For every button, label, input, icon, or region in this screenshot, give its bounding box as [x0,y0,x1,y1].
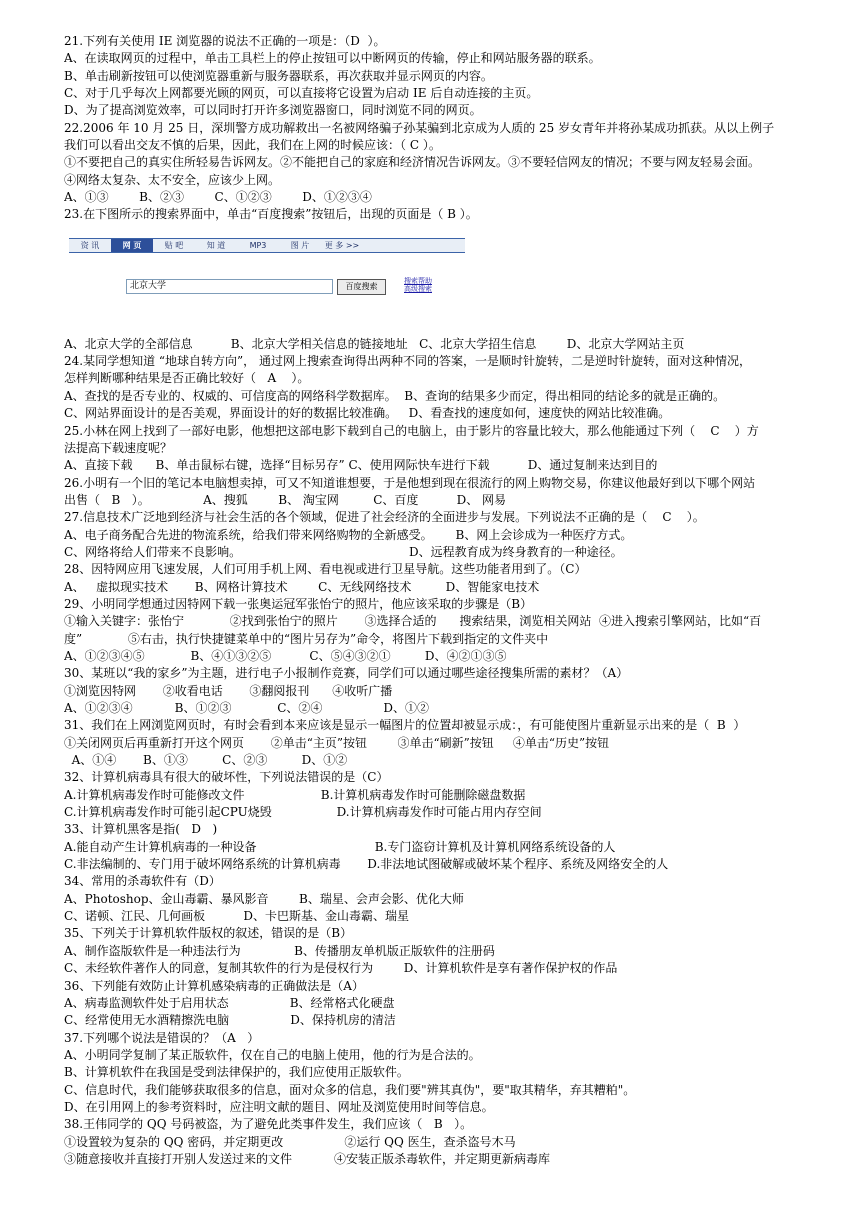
search-tab[interactable]: 资 讯 [80,240,100,250]
text-line: 22.2006 年 10 月 25 日，深圳警方成功解救出一名被网络骗子孙某骗到北京成为人质的 25 岁女青年并将孙某成功抓获。从以上例子 [64,120,775,135]
text-line: 31、我们在上网浏览网页时，有时会看到本来应该是显示一幅图片的位置却被显示成：，有可能使图片重新显示出来的是（ B ） [64,718,746,733]
search-help-link[interactable]: 搜索帮助 [404,276,432,285]
text-line: 法提高下载速度呢？ [64,440,173,455]
search-tab[interactable]: 图 片 [290,240,310,250]
text-line: 21.下列有关使用 IE 浏览器的说法不正确的一项是：（D ）。 [64,34,386,48]
text-line: A、北京大学的全部信息 B、北京大学相关信息的链接地址 C、北京大学招生信息 D、北京大学网站主页 [64,336,685,351]
search-tab[interactable]: 网 页 [111,239,153,252]
text-line: A、电子商务配合先进的物流系统，给我们带来网络购物的全新感受。 B、网上会诊成为一种医疗方式。 [64,527,633,542]
text-line: ①不要把自己的真实住所轻易告诉网友。②不能把自己的家庭和经济情况告诉网友。③不要轻信网友的情况；不要与网友轻易会面。 [64,155,761,170]
text-line: B、计算机软件在我国是受到法律保护的，我们应使用正版软件。 [64,1065,409,1080]
text-line: C、网站界面设计的是否美观，界面设计的好的数据比较准确。 D、看查找的速度如何，速度快的网站比较准确。 [64,406,671,421]
text-line: 38.王伟同学的 QQ 号码被盗，为了避免此类事件发生，我们应该（ B ）。 [64,1117,473,1132]
text-line: A、制作盗版软件是一种违法行为 B、传播朋友单机版正版软件的注册码 [64,943,495,958]
text-line: 23.在下图所示的搜索界面中，单击“百度搜索”按钮后，出现的页面是（ B ）。 [64,207,478,222]
text-line: 32、计算机病毒具有很大的破坏性，下列说法错误的是（C） [64,770,389,785]
search-tab[interactable]: 知 道 [206,240,226,250]
text-line: ①输入关键字：张怡宁 ②找到张怡宁的照片 ③选择合适的 搜索结果，浏览相关网站 ④进入搜索引擎网站，比如“百 [64,614,762,629]
search-input[interactable]: 北京大学 [126,279,333,294]
text-line: 33、计算机黑客是指( D ) [64,822,218,837]
search-help-links [404,277,432,293]
baidu-search-button[interactable]: 百度搜索 [337,279,386,295]
text-line: C、网络将给人们带来不良影响。 D、远程教育成为终身教育的一种途径。 [64,544,623,559]
question-block-23-38 [64,336,850,1169]
search-tab[interactable]: 更 多 >> [324,240,360,250]
search-tab[interactable]: 贴 吧 [164,240,184,250]
question-block-21-23 [64,33,850,224]
baidu-search-figure [64,224,850,336]
text-line: ③随意接收并直接打开别人发送过来的文件 ④安装正版杀毒软件，并定期更新病毒库 [64,1151,550,1166]
exam-document [64,33,850,1168]
text-line: C、经常使用无水酒精擦洗电脑 D、保持机房的清洁 [64,1013,396,1028]
text-line: 25.小林在网上找到了一部好电影，他想把这部电影下载到自己的电脑上，由于影片的容量比较大，那么他能通过下列（ C ）方 [64,423,759,438]
text-line: 28、因特网应用飞速发展，人们可用手机上网、看电视或进行卫星导航。这些功能者用到了。（C） [64,562,587,577]
text-line: 29、小明同学想通过因特网下载一张奥运冠军张怡宁的照片，他应该采取的步骤是（B） [64,596,533,611]
text-line: A、①②③④⑤ B、④①③②⑤ C、⑤④③②① D、④②①③⑤ [64,648,507,663]
text-line: A、直接下载 B、单击鼠标右键，选择“目标另存” C、使用网际快车进行下载 D、通过复制来达到目的 [64,458,658,473]
text-line: A.计算机病毒发作时可能修改文件 B.计算机病毒发作时可能删除磁盘数据 [64,787,526,802]
text-line: 30、某班以“我的家乡”为主题，进行电子小报制作竞赛，同学们可以通过哪些途径搜集所需的素材？（A） [64,666,629,681]
text-line: 怎样判断哪种结果是否正确比较好（ A ）。 [64,371,310,386]
text-line: C、信息时代，我们能够获取很多的信息，面对众多的信息，我们要"辨其真伪"，要"取其精华，弃其糟粕"。 [64,1082,636,1097]
text-line: 我们可以看出交友不慎的后果，因此，我们在上网的时候应该：（ C ）。 [64,138,441,153]
advanced-search-link[interactable]: 高级搜索 [404,284,432,293]
text-line: 34、常用的杀毒软件有（D） [64,874,221,889]
text-line: ①浏览因特网 ②收看电话 ③翻阅报刊 ④收听广播 [64,683,393,698]
search-category-tabs [69,238,465,253]
text-line: 27.信息技术广泛地到经济与社会生活的各个领域，促进了社会经济的全面进步与发展。下列说法不正确的是（ C ）。 [64,510,705,525]
text-line: 26.小明有一个旧的笔记本电脑想卖掉，可又不知道谁想要，于是他想到现在很流行的网上购物交易，你建议他最好到以下哪个网站 [64,475,756,490]
text-line: D、在引用网上的参考资料时，应注明文献的题目、网址及浏览使用时间等信息。 [64,1099,494,1114]
text-line: C、对于几乎每次上网都要光顾的网页，可以直接将它设置为启动 IE 后自动连接的主页。 [64,86,539,101]
text-line: C.非法编制的、专门用于破坏网络系统的计算机病毒 D.非法地试图破解或破坏某个程序、系统及网络安全的人 [64,857,669,872]
text-line: A、 虚拟现实技术 B、网格计算技术 C、无线网络技术 D、智能家电技术 [64,579,540,594]
text-line: B、单击刷新按钮可以使浏览器重新与服务器联系，再次获取并显示网页的内容。 [64,68,493,83]
text-line: A、①②③④ B、①②③ C、②④ D、①② [64,701,430,715]
text-line: A.能自动产生计算机病毒的一种设备 B.专门盗窃计算机及计算机网络系统设备的人 [64,839,616,854]
text-line: C、诺顿、江民、几何画板 D、卡巴斯基、金山毒霸、瑞星 [64,909,409,924]
text-line: ①设置较为复杂的 QQ 密码，并定期更改 ②运行 QQ 医生，查杀盗号木马 [64,1134,516,1149]
text-line: A、在读取网页的过程中，单击工具栏上的停止按钮可以中断网页的传输，停止和网站服务器的联系。 [64,51,601,66]
text-line: C、未经软件著作人的同意，复制其软件的行为是侵权行为 D、计算机软件是享有著作保护权的作品 [64,961,618,976]
text-line: D、为了提高浏览效率，可以同时打开许多浏览器窗口，同时浏览不同的网页。 [64,103,482,118]
text-line: 度” ⑤右击，执行快捷键菜单中的“图片另存为”命令，将图片下载到指定的文件夹中 [64,631,549,646]
text-line: A、小明同学复制了某正版软件，仅在自己的电脑上使用，他的行为是合法的。 [64,1047,481,1062]
text-line: A、Photoshop、金山毒霸、暴风影音 B、瑞星、会声会影、优化大师 [64,891,464,906]
text-line: A、①④ B、①③ C、②③ D、①② [64,753,348,768]
text-line: 35、下列关于计算机软件版权的叙述，错误的是（B） [64,926,353,941]
text-line: A、病毒监测软件处于启用状态 B、经常格式化硬盘 [64,995,395,1010]
text-line: A、①③ B、②③ C、①②③ D、①②③④ [64,190,372,205]
search-tab[interactable]: MP3 [249,240,267,250]
text-line: A、查找的是否专业的、权威的、可信度高的网络科学数据库。 B、查询的结果多少而定，得出相同的结论多的就是正确的。 [64,388,726,403]
text-line: 24.某同学想知道 “地球自转方向”， 通过网上搜索查询得出两种不同的答案，一是顺时针旋转，二是逆时针旋转，面对这种情况， [64,354,751,369]
text-line: C.计算机病毒发作时可能引起CPU烧毁 D.计算机病毒发作时可能占用内存空间 [64,805,542,820]
text-line: 36、下列能有效防止计算机感染病毒的正确做法是（A） [64,978,364,993]
text-line: 37.下列哪个说法是错误的？（A ） [64,1030,260,1045]
text-line: ①关闭网页后再重新打开这个网页 ②单击“主页”按钮 ③单击“刷新”按钮 ④单击“历史”按钮 [64,735,610,750]
text-line: 出售（ B ）。 A、搜狐 B、 淘宝网 C、百度 D、 网易 [64,492,507,507]
text-line: ④网络太复杂、太不安全，应该少上网。 [64,172,281,187]
